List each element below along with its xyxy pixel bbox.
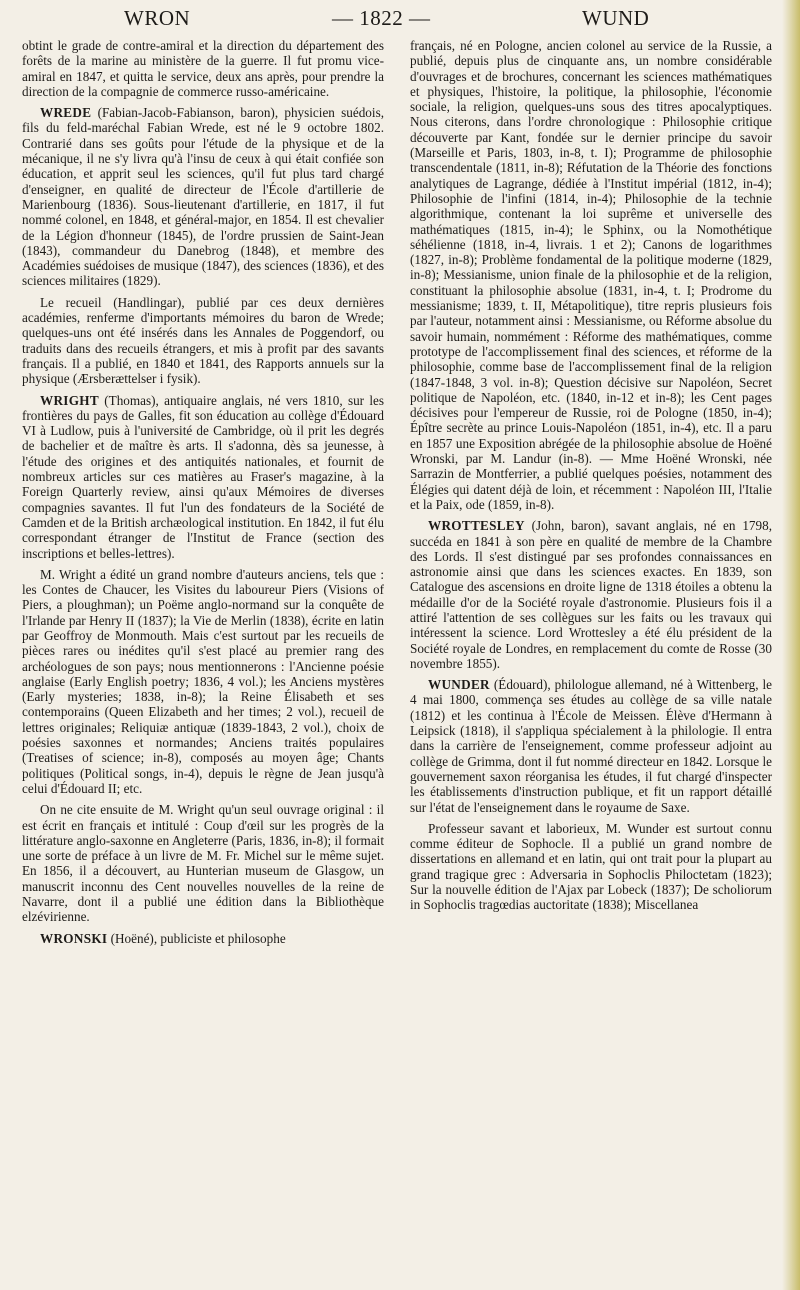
entry-wunder: WUNDER (Édouard), philologue allemand, né à Wittenberg, le 4 mai 1800, commença ses études au collège de sa ville natale (1812) et les continua à l'École de Meissen. Élève d'Hermann à Leipsick (1818), il s'appliqua spécialement à la philologie. Il entra dans la carrière de l'enseignement, comme professeur adjoint au collège de Grimma, dont il fut nommé directeur en 1842. Lorsque le gouvernement saxon réorganisa les études, il fut chargé d'inspecter les établissements d'instruction publique, et fit un rapport détaillé sur l'état de l'enseignement dans le royaume de Saxe. bbox=[410, 677, 772, 815]
paragraph: On ne cite ensuite de M. Wright qu'un seul ouvrage original : il est écrit en français et intitulé : Coup d'œil sur les progrès de la littérature anglo-saxonne en Angleterre (Paris, 1836, in-8); il formait une sorte de préface à un livre de M. Fr. Michel sur le même sujet. En 1856, il a découvert, au Hunterian museum de Glasgow, un manuscrit inconnu des Cent nouvelles nouvelles de la reine de Navarre, dont il a publié une édition dans la Bibliothèque elzévirienne. bbox=[22, 802, 384, 925]
entry-wrottesley: WROTTESLEY (John, baron), savant anglais, né en 1798, succéda en 1841 à son père en qualité de membre de la Chambre des Lords. Il s'est distingué par ses profondes connaissances en astronomie ainsi que dans les sciences exactes. En 1839, son Catalogue des ascensions en droite ligne de 1318 étoiles a obtenu la médaille d'or de la Société royale d'astronomie. Plusieurs fois il a attiré l'attention de ses collègues sur les faits ou les travaux qui intéressent la science. Lord Wrottesley a été élu président de la Société royale de Londres, en remplacement du comte de Rosse (30 novembre 1855). bbox=[410, 518, 772, 671]
left-column bbox=[22, 38, 384, 1283]
paragraph: Le recueil (Handlingar), publié par ces deux dernières académies, renferme d'importants mémoires du baron de Wrede; quelques-uns ont été insérés dans les Annales de Poggendorf, ou traduits dans des recueils étrangers, et mis à profit par des savants français. Il a publié, en 1840 et 1841, des Rapports annuels sur la physique (Ærsberættelser i fysik). bbox=[22, 294, 384, 387]
running-header bbox=[30, 6, 772, 36]
headword: WREDE bbox=[40, 105, 92, 121]
headword: WUNDER bbox=[428, 677, 490, 693]
headword: WROTTESLEY bbox=[428, 518, 525, 534]
paragraph: français, né en Pologne, ancien colonel au service de la Russie, a publié, depuis plus de cinquante ans, un nombre considérable d'ouvrages et de brochures, concernant les sciences mathématiques et physiques, l'histoire, la politique, la philosophie, l'économie sociale, la religion, quelques-uns sous des titres apocalyptiques. Nous citerons, dans l'ordre chronologique : Philosophie critique découverte par Kant, fondée sur le dernier principe du savoir (Marseille et Paris, 1803, in-8, t. I); Programme de philosophie transcendentale (1811, in-8); Réfutation de la Théorie des fonctions analytiques de Lagrange, dédiée à l'Institut impérial (1812, in-4); Philosophie de l'infini (1814, in-4); Philosophie de la technie algorithmique, contenant la loi suprême et universelle des mathématiques (1815, in-4); le Sphinx, ou la Nomothétique séhélienne (1818, in-4, livrais. 1 et 2); Canons de logarithmes (1827, in-8); Problème fondamental de la politique moderne (1829, in-8); Messianisme, union finale de la philosophie et de la religion, constituant la philosophie absolue (1831, in-4, t. I; Prodrome du messianisme; 1839, t. II, Métapolitique), titre repris plusieurs fois par l'auteur, notamment ainsi : Messianisme, ou Réforme absolue du savoir humain, nommément : Réforme des mathématiques, comme prototype de l'accomplissement final des sciences, et réforme de la philosophie, comme base de l'accomplissement final de la religion (1847-1848, 3 vol. in-8); Question décisive sur Napoléon, Secret politique de Napoléon, etc. (1840, in-12 et in-8); les Cent pages décisives pour l'empereur de Russie, roi de Pologne (1850, in-4); Épître secrète au prince Louis-Napoléon (1851, in-4), etc. Il a paru en 1857 une Exposition abrégée de la philosophie absolue de Hoëné Wronski, par M. Landur (in-8). — Mme Hoëné Wronski, née Sarrazin de Montferrier, a publié quelques poésies, notamment des Élégies qui datent déjà de loin, et récemment : Napoléon III, l'Italie et la Paix, ode (1859, in-8). bbox=[410, 38, 772, 512]
header-right-guide-word: WUND bbox=[582, 6, 650, 30]
page-number: — 1822 — bbox=[332, 6, 431, 30]
page-edge bbox=[782, 0, 800, 1290]
header-left-guide-word: WRON bbox=[124, 6, 191, 30]
entry-wright: WRIGHT (Thomas), antiquaire anglais, né vers 1810, sur les frontières du pays de Galles, fit son éducation au collège d'Édouard VI à Ludlow, puis à l'université de Cambridge, où il prit les degrés de bachelier et de maître ès arts. Il s'adonna, dès sa jeunesse, à l'étude des origines et des antiquités nationales, et fournit de nombreux articles sur ces matières au Fraser's magazine, à la Foreign Quarterly review, ainsi qu'aux Mémoires de diverses compagnies savantes. Il fut l'un des fondateurs de la Société de Camden et de la British archæological institution. En 1842, il fut élu correspondant étranger de l'Institut de France (section des inscriptions et belles-lettres). bbox=[22, 392, 384, 561]
headword: WRONSKI bbox=[40, 930, 108, 946]
entry-wrede: WREDE (Fabian-Jacob-Fabianson, baron), physicien suédois, fils du feld-maréchal Fabian Wrede, est né le 9 octobre 1802. Contrarié dans ses goûts pour l'étude de la physique et de la mécanique, il ne s'y livra qu'à l'insu de ceux à qui était confiée son éducation, et apprit seul les sciences, qu'il fut plus tard chargé d'enseigner, en qualité de directeur de l'École d'artillerie de Marienbourg (1836). Sous-lieutenant d'artillerie, en 1817, il fut nommé colonel, en 1848, et général-major, en 1854. Il est chevalier de la Légion d'honneur (1845), de l'ordre prussien de Saint-Jean (1843), commandeur du Danebrog (1848), et membre des Académies suédoises de musique (1847), des sciences (1836), et des sciences militaires (1829). bbox=[22, 105, 384, 289]
right-column bbox=[410, 38, 772, 1283]
paragraph: Professeur savant et laborieux, M. Wunder est surtout connu comme éditeur de Sophocle. Il a publié un grand nombre de dissertations en allemand et en latin, qui ont trait pour la plupart au grand tragique grec : Adversaria in Sophoclis Philoctetam (1823); Sur la nouvelle édition de l'Ajax par Lobeck (1837); De scholiorum in Sophoclis tragœdias auctoritate (1838); Miscellanea bbox=[410, 820, 772, 913]
paragraph: obtint le grade de contre-amiral et la direction du département des forêts de la marine au ministère de la guerre. Il fut promu vice-amiral en 1847, et quitta le service, deux ans après, pour prendre la direction de la compagnie de commerce russo-américaine. bbox=[22, 38, 384, 99]
headword: WRIGHT bbox=[40, 392, 99, 408]
paragraph: M. Wright a édité un grand nombre d'auteurs anciens, tels que : les Contes de Chaucer, les Visites du laboureur Piers (Visions of Piers, a ploughman); un Poëme anglo-normand sur la conquête de l'Irlande par Henry II (1837); la Vie de Merlin (1838), écrite en latin par Geoffroy de Monmouth. Mais c'est surtout par les recueils de pièces rares ou inédites qu'il s'est placé au premier rang des archéologues de son pays; nous mentionnerons : l'Ancienne poésie anglaise (Early English poetry; 1836, 4 vol.); les Anciens mystères (Early mysteries; 1838, in-8); la Reine Élisabeth et ses contemporains (Queen Elizabeth and her times; 2 vol.), recueil de lettres originales; Reliquiæ antiquæ (1839-1843, 2 vol.), choix de poésies saxonnes et normandes; Anciens traités populaires (Treatises of science; in-8), composés au moyen âge; Chants politiques (Political songs, in-4), depuis le règne de Jean jusqu'à celui d'Édouard II; etc. bbox=[22, 566, 384, 796]
entry-wronski: WRONSKI (Hoëné), publiciste et philosophe bbox=[40, 930, 286, 946]
